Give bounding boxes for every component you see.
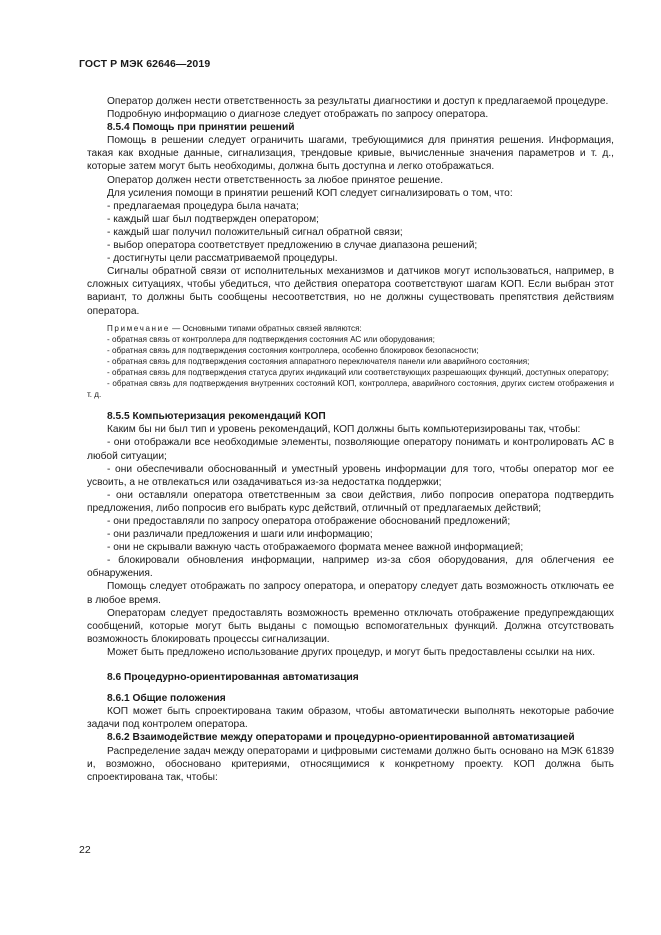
list-item: - они предоставляли по запросу оператора отображение обоснований предложений; [107,516,511,527]
list-item: - блокировали обновления информации, например из-за сбоя оборудования, для облегчения ее обнаружения. [87,555,614,580]
note-item: - обратная связь для подтверждения внутренних состояний КОП, контроллера, аварийного состояния, других систем отображения и т. д. [87,379,614,400]
list-item: - выбор оператора соответствует предложению в случае диапазона решений; [107,240,478,252]
note-label: Примечание [107,323,170,333]
paragraph: Помощь следует отображать по запросу оператора, и оператору следует дать возможность отключать ее в любое время. [87,581,614,606]
list-item: - достигнуты цели рассматриваемой процедуры. [107,253,338,265]
note-intro [87,323,614,334]
note-block [87,323,614,401]
section-heading-8-6-1: 8.6.1 Общие положения [107,693,226,705]
list-item: - они не скрывали важную часть отображаемого формата менее важной информацией; [107,542,524,554]
paragraph: Подробную информацию о диагнозе следует отображать по запросу оператора. [107,109,489,121]
section-heading-8-6-2: 8.6.2 Взаимодействие между операторами и процедурно-ориентированной автоматизацией [107,732,575,744]
paragraph: КОП может быть спроектирована таким образом, чтобы автоматически выполнять некоторые рабочие задачи под контролем оператора. [87,706,614,731]
list-item: - они оставляли оператора ответственным за свои действия, либо попросив оператора подтвердить предложения, либо попросив его выбрать курс действий, отличный от предлагаемых действий; [87,489,614,514]
list-item: - они различали предложения и шаги или информацию; [107,529,373,541]
section-heading-8-5-5: 8.5.5 Компьютеризация рекомендаций КОП [107,411,326,423]
note-intro-text: — Основными типами обратных связей являются: [169,323,362,333]
computerization-list [87,436,614,580]
paragraph: Оператор должен нести ответственность за результаты диагностики и доступ к предлагаемой процедуре. [107,96,609,107]
paragraph: Распределение задач между операторами и цифровыми системами должно быть основано на МЭК 61839 и, возможно, обосновано критериями, относящимися к конкретному проекту. КОП должна быть спроектирована так, чтобы: [87,745,614,783]
note-item: - обратная связь для подтверждения статуса других индикаций или соответствующих разрешающих функций, доступных оператору; [107,367,609,377]
paragraph: Для усиления помощи в принятии решений КОП следует сигнализировать о том, что: [107,187,513,199]
list-item: - каждый шаг получил положительный сигнал обратной связи; [107,226,403,238]
document-header: ГОСТ Р МЭК 62646—2019 [79,58,211,70]
paragraph: Оператор должен нести ответственность за любое принятое решение. [107,174,444,186]
list-item: - предлагаемая процедура была начата; [107,200,299,212]
list-item: - каждый шаг был подтвержден оператором; [107,213,319,225]
note-item: - обратная связь для подтверждения состояния контроллера, особенно блокировок безопасности; [107,345,479,355]
section-heading-8-5-4: 8.5.4 Помощь при принятии решений [107,122,295,134]
note-item: - обратная связь от контроллера для подтверждения состояния АС или оборудования; [107,334,435,344]
page-number: 22 [79,844,91,856]
list-item: - они обеспечивали обоснованный и уместный уровень информации для того, чтобы оператор мог ее усвоить, а не отвлекаться или озадачиваться из-за недостатка поддержки; [87,463,614,488]
paragraph: Каким бы ни был тип и уровень рекомендаций, КОП должны быть компьютеризированы так, чтобы: [107,424,581,436]
paragraph: Сигналы обратной связи от исполнительных механизмов и датчиков могут использоваться, например, в сложных ситуациях, чтобы убедиться, что действия оператора соответствуют шагам КОП. Если выбран этот вариант, то должны быть сообщены несоответствия, но не должны существовать препятствия действиям оператора. [87,266,614,317]
paragraph: Может быть предложено использование других процедур, и могут быть предоставлены ссылки на них. [107,646,596,658]
paragraph: Помощь в решении следует ограничить шагами, требующимися для принятия решения. Информация, такая как входные данные, сигнализация, трендовые кривые, вычисленные значения параметров и т. д., которые затем могут быть необходимы, должна быть доступна и легко отображаться. [87,135,614,173]
decision-support-list [87,200,614,265]
section-heading-8-6: 8.6 Процедурно-ориентированная автоматизация [107,672,359,684]
paragraph: Операторам следует предоставлять возможность временно отключать отображение предупреждающих сообщений, которые могут быть выданы с помощью вспомогательных функций. Должна отсутствовать возможность блокировать процессы сигнализации. [87,607,614,645]
list-item: - они отображали все необходимые элементы, позволяющие оператору понимать и контролировать АС в любой ситуации; [87,437,614,462]
note-item: - обратная связь для подтверждения состояния аппаратного переключателя панели или аварийного состояния; [107,356,530,366]
document-body [87,95,614,784]
